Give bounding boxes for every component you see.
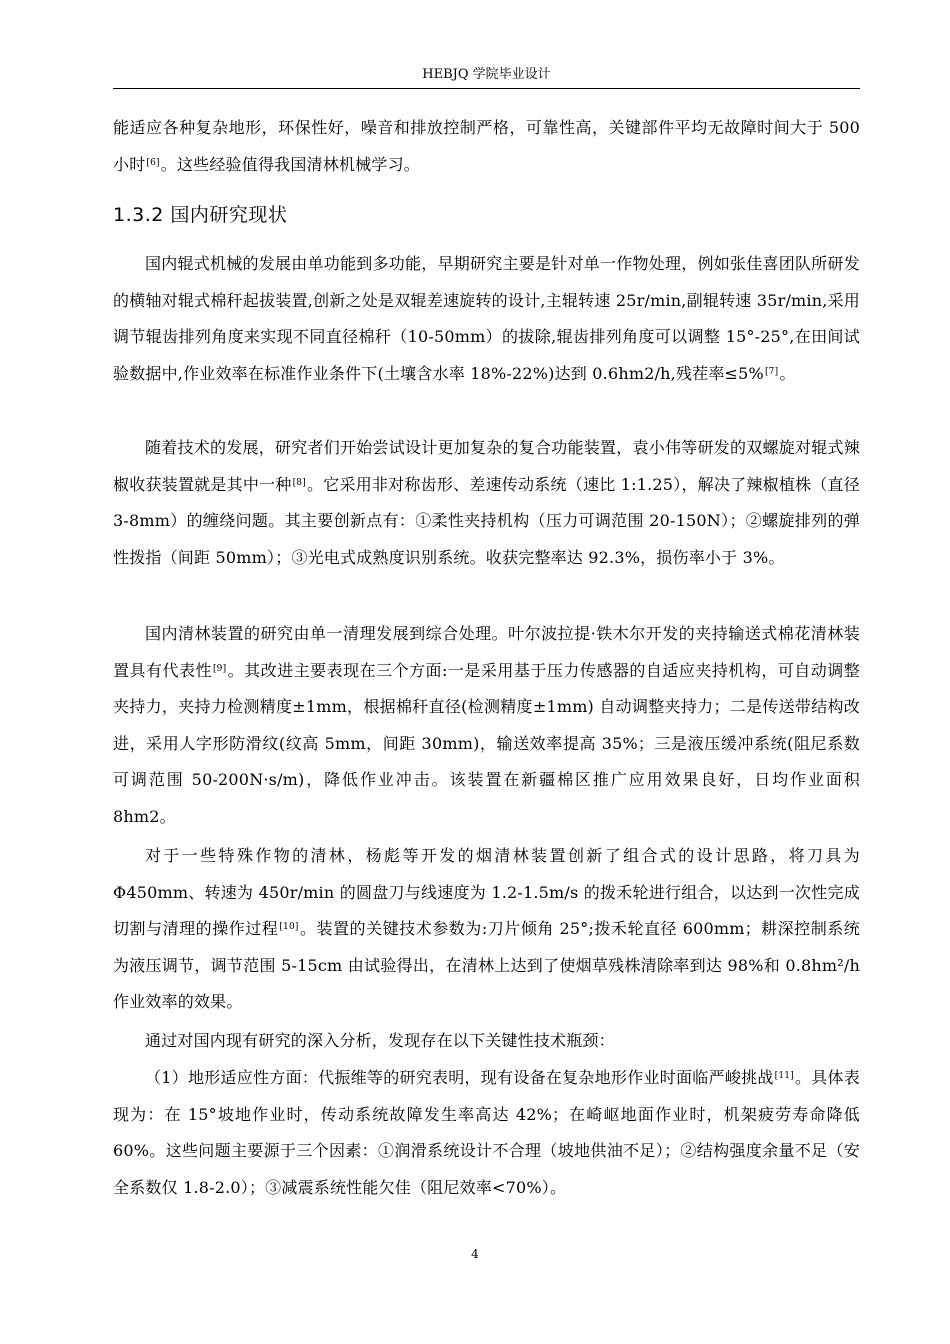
- paragraph-text-tail: 。具体表现为：在 15°坡地作业时，传动系统故障发生率高达 42%；在崎岖地面作业时，机架疲劳寿命降低 60%。这些问题主要源于三个因素：①润滑系统设计不合理（坡地供油不足）；②结构强度余量不足（安全系数仅 1.8-2.0）；③减震系统性能欠佳（阻尼效率<70%）。: [113, 1068, 860, 1197]
- citation-ref: [7]: [764, 366, 779, 377]
- section-heading: 1.3.2 国内研究现状: [113, 204, 288, 226]
- paragraph-roller-machinery: [113, 246, 860, 392]
- paragraph-text: 通过对国内现有研究的深入分析，发现存在以下关键性技术瓶颈：: [145, 1031, 615, 1050]
- paragraph-continued: [113, 110, 860, 183]
- paragraph-clearing-device: [113, 616, 860, 835]
- page-number: 4: [471, 1247, 479, 1261]
- citation-ref: [6]: [146, 157, 160, 168]
- paragraph-text: 能适应各种复杂地形，环保性好，噪音和排放控制严格，可靠性高，关键部件平均无故障时间大于 500 小时: [113, 118, 860, 174]
- paragraph-text-tail: 。其改进主要表现在三个方面:一是采用基于压力传感器的自适应夹持机构，可自动调整夹持力，夹持力检测精度±1mm，根据棉秆直径(检测精度±1mm) 自动调整夹持力；二是传送带结构改进，采用人字形防滑纹(纹高 5mm，间距 30mm)，输送效率提高 35%；三是液压缓冲系统(阻尼系数可调范围 50-200N·s/m)，降低作业冲击。该装置在新疆棉区推广应用效果良好，日均作业面积 8hm2。: [113, 660, 860, 826]
- paragraph-composite-device: [113, 430, 860, 576]
- paragraph-text: 国内辊式机械的发展由单功能到多功能，早期研究主要是针对单一作物处理，例如张佳喜团队所研发的横轴对辊式棉秆起拔装置,创新之处是双辊差速旋转的设计,主辊转速 25r/min,副辊转速 35r/min,采用调节辊齿排列角度来实现不同直径棉秆（10-50mm）的拔除,辊齿排列角度可以调整 15°-25°,在田间试验数据中,作业效率在标准作业条件下(土壤含水率 18%-22%)达到 0.6hm2/h,残茬率≤5%: [113, 254, 860, 383]
- citation-ref: [11]: [774, 1071, 794, 1081]
- page-header: [113, 62, 860, 89]
- paragraph-text: （1）地形适应性方面：代振维等的研究表明，现有设备在复杂地形作业时面临严峻挑战: [145, 1068, 774, 1087]
- paragraph-text: 随着技术的发展，研究者们开始尝试设计更加复杂的复合功能装置，袁小伟等研发的双螺旋对辊式辣椒收获装置就是其中一种: [113, 438, 860, 494]
- paragraph-tobacco-clearing: [113, 838, 860, 1021]
- paragraph-terrain-adaptability: [113, 1060, 860, 1206]
- paragraph-text-tail: 。: [779, 363, 796, 383]
- citation-ref: [9]: [212, 663, 227, 674]
- header-title: HEBJQ 学院毕业设计: [422, 67, 551, 82]
- paragraph-text-tail: 。这些经验值得我国清林机械学习。: [160, 154, 420, 174]
- paragraph-text-tail: 。它采用非对称齿形、差速传动系统（速比 1:1.25），解决了辣椒植株（直径 3-8mm）的缠绕问题。其主要创新点有：①柔性夹持机构（压力可调范围 20-150N）；②螺旋排列的弹性拨指（间距 50mm）；③光电式成熟度识别系统。收获完整率达 92.3%，损伤率小于 3%。: [113, 474, 860, 567]
- paragraph-bottlenecks-intro: [113, 1023, 860, 1060]
- paragraph-text: 对于一些特殊作物的清林，杨彪等开发的烟清林装置创新了组合式的设计思路，将刀具为 Φ450mm、转速为 450r/min 的圆盘刀与线速度为 1.2-1.5m/s 的拨禾轮进行组合，以达到一次性完成切割与清理的操作过程: [113, 846, 860, 938]
- paragraph-text-tail: 。装置的关键技术参数为:刀片倾角 25°;拨禾轮直径 600mm；耕深控制系统为液压调节，调节范围 5-15cm 由试验得出，在清林上达到了使烟草残株清除率到达 98%和 0.8hm²/h 作业效率的效果。: [113, 919, 860, 1011]
- citation-ref: [10]: [279, 922, 299, 932]
- citation-ref: [8]: [292, 477, 306, 488]
- paragraph-text: 国内清林装置的研究由单一清理发展到综合处理。叶尔波拉提·铁木尔开发的夹持输送式棉花清林装置具有代表性: [113, 624, 860, 680]
